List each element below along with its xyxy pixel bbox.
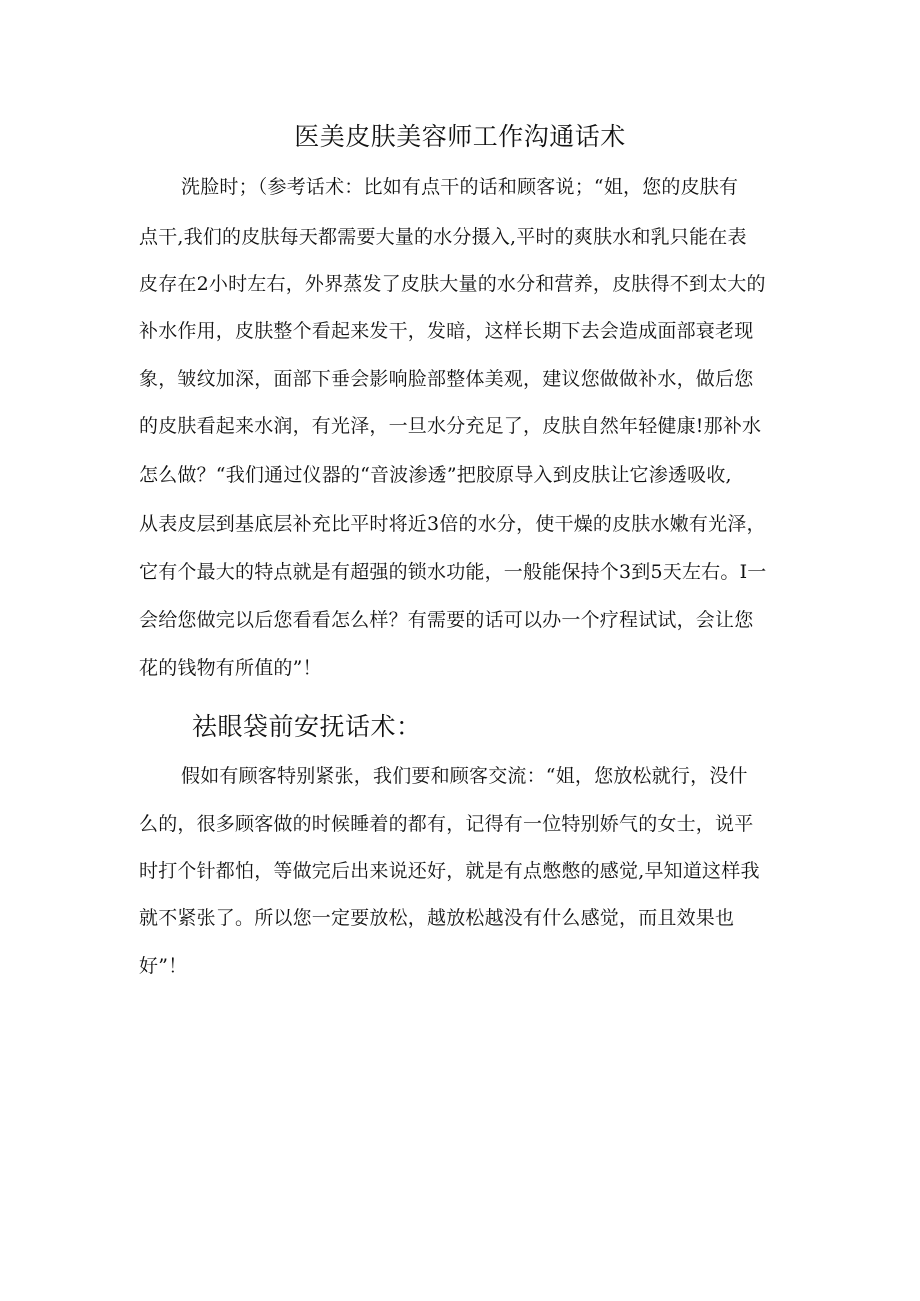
paragraph-line: 假如有顾客特别紧张，我们要和顾客交流：“姐，您放松就行，没什 <box>181 765 748 787</box>
paragraph-line: 就不紧张了。所以您一定要放松，越放松越没有什么感觉，而且效果也 <box>139 907 735 929</box>
paragraph-line: 象，皱纹加深，面部下垂会影响脸部整体美观，建议您做做补水，做后您 <box>139 368 754 390</box>
paragraph-line: 时打个针都怕，等做完后出来说还好，就是有点憋憋的感觉,早知道这样我 <box>139 860 760 882</box>
paragraph-line: 皮存在2小时左右，外界蒸发了皮肤大量的水分和营养，皮肤得不到太大的 <box>139 273 766 295</box>
paragraph-line: 它有个最大的特点就是有超强的锁水功能，一般能保持个3到5天左右。I一 <box>139 561 767 583</box>
paragraph-line: 的皮肤看起来水润，有光泽，一旦水分充足了，皮肤自然年轻健康!那补水 <box>139 415 762 437</box>
paragraph-line: 点干,我们的皮肤每天都需要大量的水分摄入,平时的爽肤水和乳只能在表 <box>139 226 747 248</box>
section-heading-eyebag: 祛眼袋前安抚话术： <box>192 712 422 741</box>
paragraph-line: 从表皮层到基底层补充比平时将近3倍的水分，使干燥的皮肤水嫩有光泽， <box>139 513 766 535</box>
paragraph-line: 花的钱物有所值的”！ <box>139 657 322 679</box>
paragraph-line: 怎么做？“我们通过仪器的“音波渗透”把胶原导入到皮肤让它渗透吸收, <box>139 464 732 486</box>
paragraph-line: 么的，很多顾客做的时候睡着的都有，记得有一位特别娇气的女士，说平 <box>139 813 754 835</box>
paragraph-line: 好”！ <box>139 955 188 977</box>
paragraph-line: 补水作用，皮肤整个看起来发干，发暗，这样长期下去会造成面部衰老现 <box>139 320 754 342</box>
paragraph-line: 会给您做完以后您看看怎么样？有需要的话可以办一个疗程试试，会让您 <box>139 609 754 631</box>
paragraph-line: 洗脸时；（参考话术：比如有点干的话和顾客说；“姐，您的皮肤有 <box>181 176 739 198</box>
document-title: 医美皮肤美容师工作沟通话术 <box>294 122 626 151</box>
